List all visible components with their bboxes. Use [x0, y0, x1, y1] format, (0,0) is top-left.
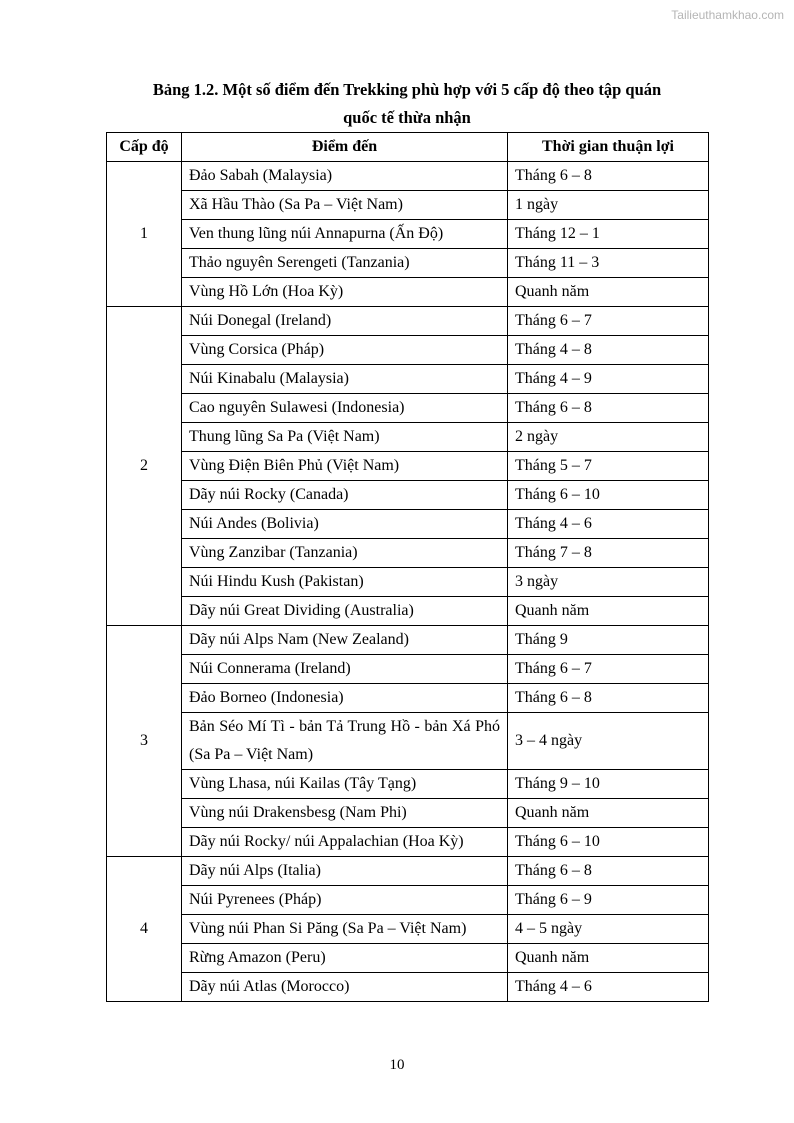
- best-time-cell: Tháng 9: [508, 626, 709, 655]
- destination-cell: Núi Connerama (Ireland): [182, 655, 508, 684]
- best-time-cell: 4 – 5 ngày: [508, 915, 709, 944]
- best-time-cell: 3 ngày: [508, 568, 709, 597]
- destination-cell: Bản Séo Mí Tì - bản Tả Trung Hồ - bản Xá Phó (Sa Pa – Việt Nam): [182, 713, 508, 770]
- best-time-cell: Tháng 6 – 8: [508, 394, 709, 423]
- level-cell: 1: [107, 162, 182, 307]
- destination-cell: Ven thung lũng núi Annapurna (Ấn Độ): [182, 220, 508, 249]
- destination-cell: Dãy núi Alps (Italia): [182, 857, 508, 886]
- destination-cell: Vùng Zanzibar (Tanzania): [182, 539, 508, 568]
- table-row: [107, 423, 709, 452]
- level-cell: 4: [107, 857, 182, 1002]
- best-time-cell: Tháng 6 – 8: [508, 684, 709, 713]
- table-row: [107, 626, 709, 655]
- destination-cell: Vùng Corsica (Pháp): [182, 336, 508, 365]
- table-row: [107, 510, 709, 539]
- table-row: [107, 655, 709, 684]
- destination-cell: Núi Andes (Bolivia): [182, 510, 508, 539]
- destination-cell: Dãy núi Great Dividing (Australia): [182, 597, 508, 626]
- destination-cell: Dãy núi Rocky (Canada): [182, 481, 508, 510]
- destination-cell: Núi Donegal (Ireland): [182, 307, 508, 336]
- table-row: [107, 886, 709, 915]
- best-time-cell: Tháng 11 – 3: [508, 249, 709, 278]
- best-time-cell: Quanh năm: [508, 799, 709, 828]
- trekking-table: [106, 132, 709, 1002]
- best-time-cell: Tháng 6 – 9: [508, 886, 709, 915]
- table-row: [107, 915, 709, 944]
- destination-cell: Núi Kinabalu (Malaysia): [182, 365, 508, 394]
- destination-cell: Dãy núi Alps Nam (New Zealand): [182, 626, 508, 655]
- table-body: [107, 162, 709, 1002]
- best-time-cell: Tháng 6 – 8: [508, 162, 709, 191]
- best-time-cell: 3 – 4 ngày: [508, 713, 709, 770]
- table-row: [107, 249, 709, 278]
- header-level: Cấp độ: [107, 133, 182, 162]
- best-time-cell: Tháng 6 – 7: [508, 655, 709, 684]
- best-time-cell: 1 ngày: [508, 191, 709, 220]
- best-time-cell: Quanh năm: [508, 278, 709, 307]
- table-row: [107, 828, 709, 857]
- level-cell: 2: [107, 307, 182, 626]
- header-row: [107, 133, 709, 162]
- table-row: [107, 799, 709, 828]
- destination-cell: Dãy núi Rocky/ núi Appalachian (Hoa Kỳ): [182, 828, 508, 857]
- best-time-cell: Tháng 6 – 10: [508, 481, 709, 510]
- best-time-cell: Tháng 4 – 6: [508, 973, 709, 1002]
- table-row: [107, 713, 709, 770]
- header-destination: Điểm đến: [182, 133, 508, 162]
- best-time-cell: Tháng 6 – 8: [508, 857, 709, 886]
- destination-cell: Vùng Điện Biên Phủ (Việt Nam): [182, 452, 508, 481]
- table-row: [107, 452, 709, 481]
- destination-cell: Rừng Amazon (Peru): [182, 944, 508, 973]
- table-row: [107, 191, 709, 220]
- table-row: [107, 220, 709, 249]
- table-row: [107, 944, 709, 973]
- best-time-cell: 2 ngày: [508, 423, 709, 452]
- best-time-cell: Tháng 5 – 7: [508, 452, 709, 481]
- level-cell: 3: [107, 626, 182, 857]
- best-time-cell: Tháng 7 – 8: [508, 539, 709, 568]
- destination-cell: Dãy núi Atlas (Morocco): [182, 973, 508, 1002]
- caption-line-2: quốc tế thừa nhận: [343, 108, 471, 127]
- best-time-cell: Tháng 12 – 1: [508, 220, 709, 249]
- best-time-cell: Quanh năm: [508, 597, 709, 626]
- best-time-cell: Tháng 6 – 10: [508, 828, 709, 857]
- destination-cell: Vùng núi Drakensbesg (Nam Phi): [182, 799, 508, 828]
- destination-cell: Xã Hầu Thào (Sa Pa – Việt Nam): [182, 191, 508, 220]
- table-row: [107, 684, 709, 713]
- table-caption: [106, 76, 708, 132]
- destination-cell: Đảo Sabah (Malaysia): [182, 162, 508, 191]
- header-best-time: Thời gian thuận lợi: [508, 133, 709, 162]
- table-row: [107, 307, 709, 336]
- destination-cell: Đảo Borneo (Indonesia): [182, 684, 508, 713]
- best-time-cell: Tháng 9 – 10: [508, 770, 709, 799]
- best-time-cell: Tháng 4 – 8: [508, 336, 709, 365]
- table-row: [107, 336, 709, 365]
- destination-cell: Cao nguyên Sulawesi (Indonesia): [182, 394, 508, 423]
- table-row: [107, 539, 709, 568]
- best-time-cell: Tháng 4 – 9: [508, 365, 709, 394]
- table-row: [107, 278, 709, 307]
- table-row: [107, 568, 709, 597]
- best-time-cell: Tháng 4 – 6: [508, 510, 709, 539]
- destination-cell: Thảo nguyên Serengeti (Tanzania): [182, 249, 508, 278]
- destination-cell: Vùng Hồ Lớn (Hoa Kỳ): [182, 278, 508, 307]
- table-row: [107, 481, 709, 510]
- table-row: [107, 365, 709, 394]
- table-row: [107, 394, 709, 423]
- page-number: 10: [389, 1057, 405, 1073]
- destination-cell: Thung lũng Sa Pa (Việt Nam): [182, 423, 508, 452]
- destination-cell: Núi Pyrenees (Pháp): [182, 886, 508, 915]
- table-row: [107, 973, 709, 1002]
- destination-cell: Vùng Lhasa, núi Kailas (Tây Tạng): [182, 770, 508, 799]
- table-row: [107, 770, 709, 799]
- destination-cell: Vùng núi Phan Si Păng (Sa Pa – Việt Nam): [182, 915, 508, 944]
- caption-line-1: Bảng 1.2. Một số điểm đến Trekking phù hợp với 5 cấp độ theo tập quán: [152, 80, 662, 99]
- best-time-cell: Tháng 6 – 7: [508, 307, 709, 336]
- destination-cell: Núi Hindu Kush (Pakistan): [182, 568, 508, 597]
- table-row: [107, 162, 709, 191]
- table-row: [107, 857, 709, 886]
- best-time-cell: Quanh năm: [508, 944, 709, 973]
- table-row: [107, 597, 709, 626]
- watermark: Tailieuthamkhao.com: [671, 8, 784, 22]
